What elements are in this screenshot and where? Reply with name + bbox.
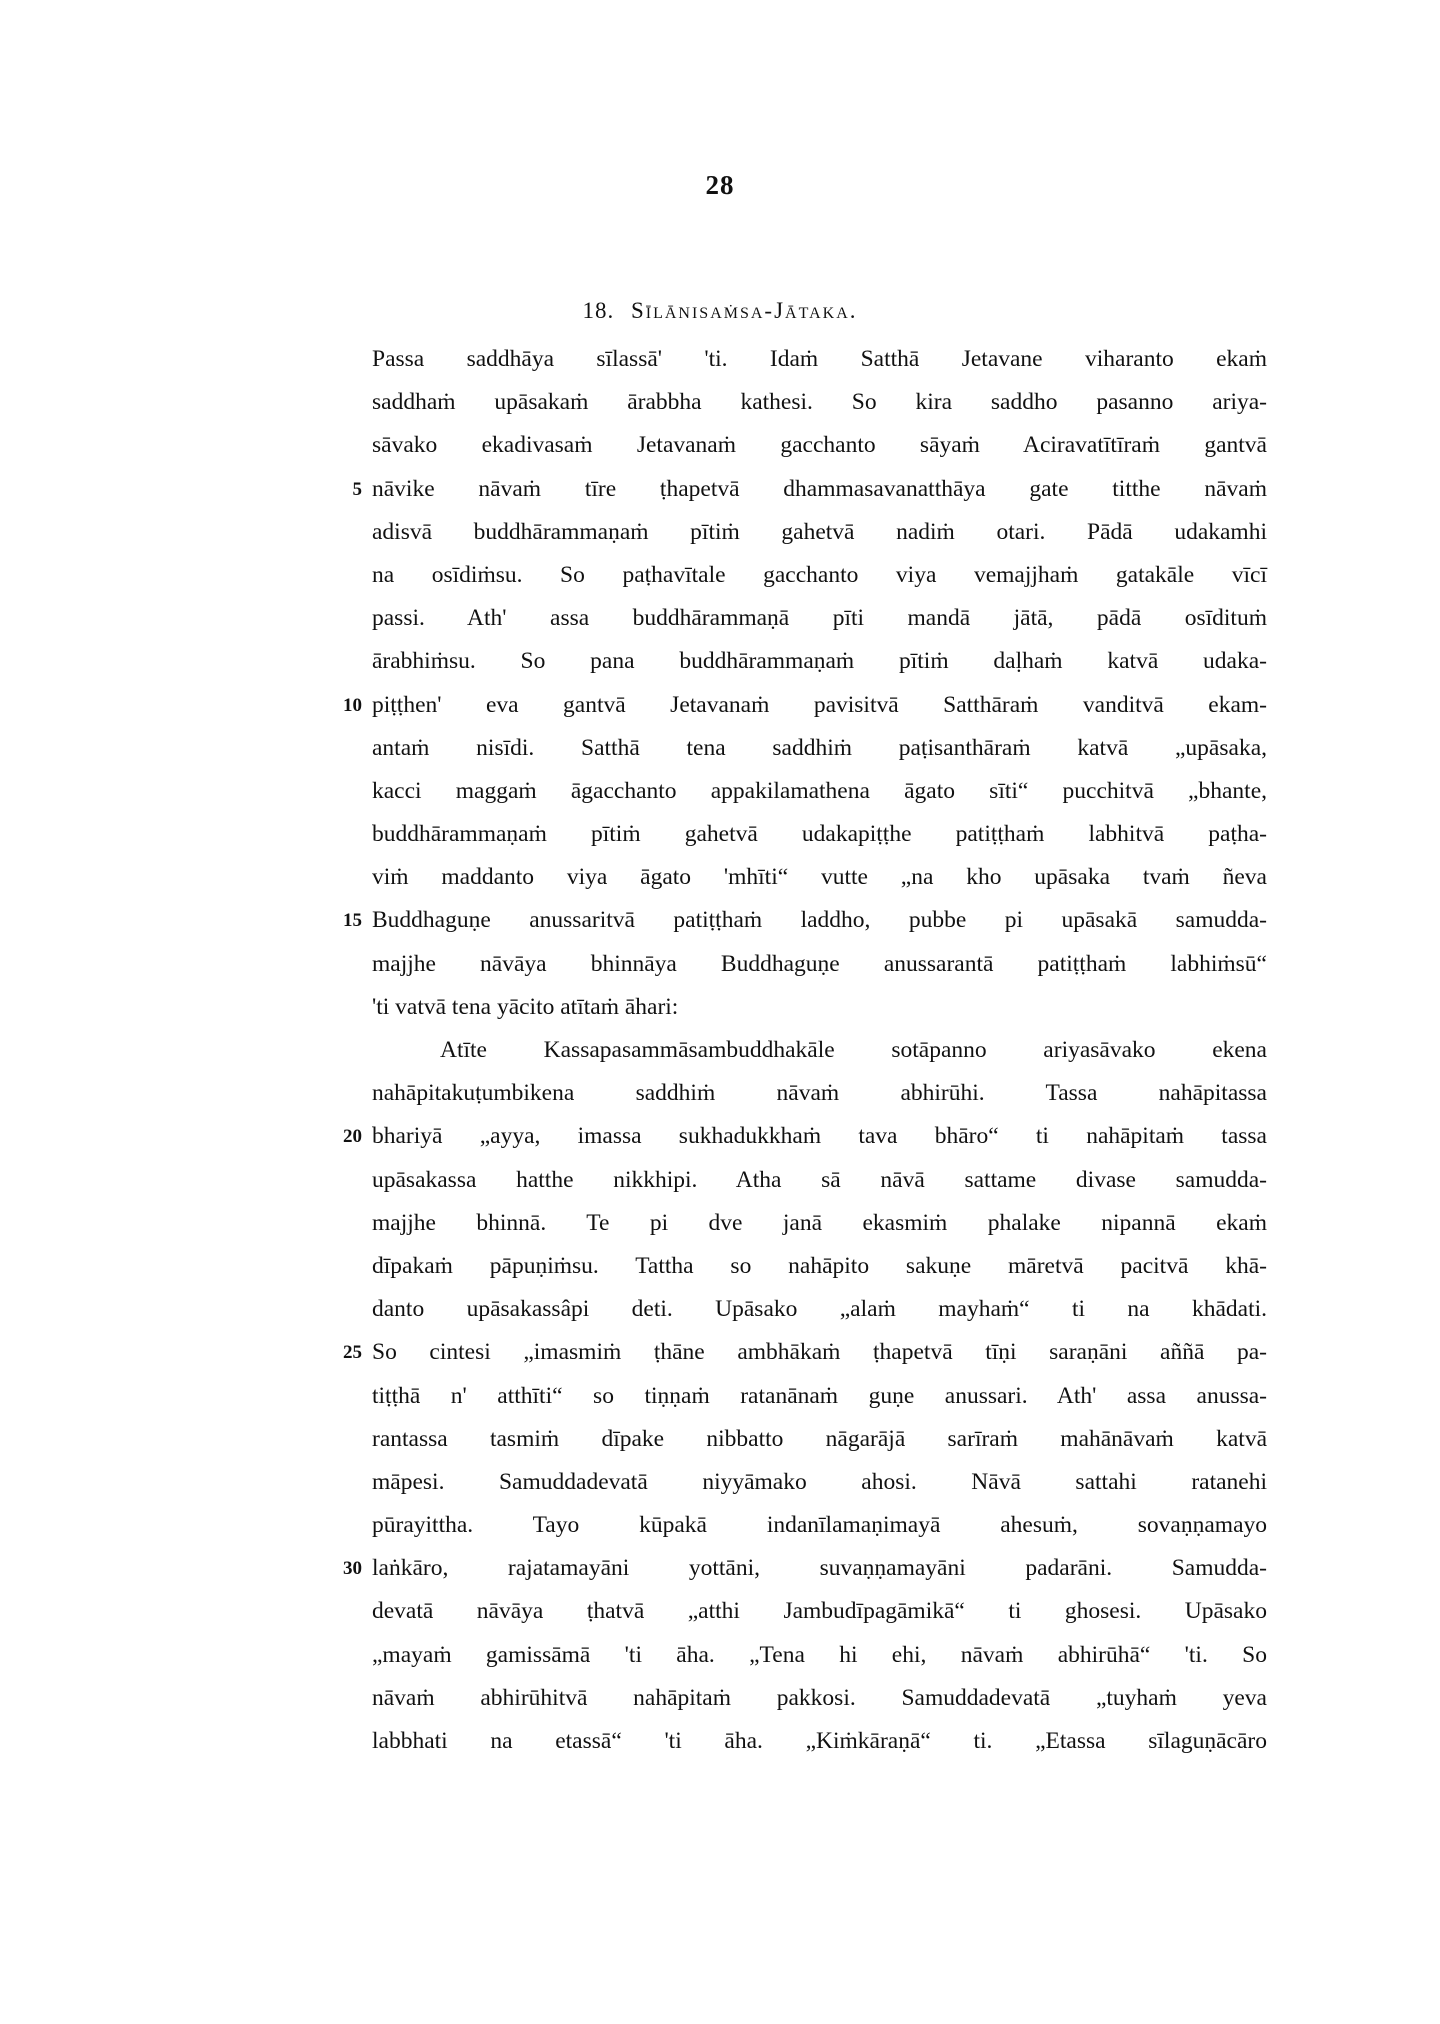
line-text: nāvike nāvaṁ tīre ṭhapetvā dhammasavanatthāya gate titthe nāvaṁ [372, 475, 1267, 502]
line-text: majjhe bhinnā. Te pi dve janā ekasmiṁ phalake nipannā ekaṁ [372, 1209, 1267, 1236]
text-line [0, 1159, 1440, 1202]
text-line [0, 1547, 1440, 1590]
line-text: upāsakassa hatthe nikkhipi. Atha sā nāvā sattame divase samudda- [372, 1166, 1267, 1193]
text-line [0, 770, 1440, 813]
text-line [0, 381, 1440, 424]
text-line [0, 986, 1440, 1029]
line-text: na osīdiṁsu. So paṭhavītale gacchanto viya vemajjhaṁ gatakāle vīcī [372, 561, 1267, 588]
text-line [0, 468, 1440, 511]
text-line [0, 1115, 1440, 1158]
line-text: nahāpitakuṭumbikena saddhiṁ nāvaṁ abhirūhi. Tassa nahāpitassa [372, 1080, 1267, 1107]
text-line [0, 1331, 1440, 1374]
jataka-number: 18. [582, 298, 615, 323]
text-line [0, 1677, 1440, 1720]
line-text: 'ti vatvā tena yācito atītaṁ āhari: [372, 993, 679, 1020]
text-line [0, 1590, 1440, 1633]
text-line [0, 597, 1440, 640]
text-line [0, 511, 1440, 554]
text-line [0, 640, 1440, 683]
line-text: „mayaṁ gamissāmā 'ti āha. „Tena hi ehi, nāvaṁ abhirūhā“ 'ti. So [372, 1641, 1267, 1668]
body-text [0, 338, 1440, 1763]
line-number: 10 [343, 694, 362, 716]
line-text: ārabhiṁsu. So pana buddhārammaṇaṁ pītiṁ daḷhaṁ katvā udaka- [372, 648, 1267, 675]
text-line [0, 1375, 1440, 1418]
text-line [0, 424, 1440, 467]
text-line [0, 1288, 1440, 1331]
jataka-title: Sīlānisaṁsa-Jātaka. [630, 298, 858, 323]
line-text: adisvā buddhārammaṇaṁ pītiṁ gahetvā nadiṁ otari. Pādā udakamhi [372, 518, 1267, 545]
line-text: kacci maggaṁ āgacchanto appakilamathena āgato sīti“ pucchitvā „bhante, [372, 777, 1267, 804]
line-text: danto upāsakassâpi deti. Upāsako „alaṁ mayhaṁ“ ti na khādati. [372, 1296, 1267, 1323]
text-line [0, 684, 1440, 727]
text-line [0, 1072, 1440, 1115]
line-text: labbhati na etassā“ 'ti āha. „Kiṁkāraṇā“ ti. „Etassa sīlaguṇācāro [372, 1728, 1267, 1754]
line-text: dīpakaṁ pāpuṇiṁsu. Tattha so nahāpito sakuṇe māretvā pacitvā khā- [372, 1252, 1267, 1279]
text-line [0, 1461, 1440, 1504]
line-text: Atīte Kassapasammāsambuddhakāle sotāpanno ariyasāvako ekena [440, 1037, 1267, 1063]
line-number: 5 [352, 478, 362, 500]
line-number: 20 [343, 1126, 362, 1148]
line-text: tiṭṭhā n' atthīti“ so tiṇṇaṁ ratanānaṁ guṇe anussari. Ath' assa anussa- [372, 1382, 1267, 1409]
line-text: sāvako ekadivasaṁ Jetavanaṁ gacchanto sāyaṁ Aciravatītīraṁ gantvā [372, 432, 1267, 459]
text-line [0, 943, 1440, 986]
jataka-heading [0, 298, 1440, 324]
text-line [0, 1245, 1440, 1288]
line-number: 30 [343, 1558, 362, 1580]
line-text: laṅkāro, rajatamayāni yottāni, suvaṇṇamayāni padarāni. Samudda- [372, 1555, 1267, 1582]
line-text: bhariyā „ayya, imassa sukhadukkhaṁ tava bhāro“ ti nahāpitaṁ tassa [372, 1123, 1267, 1150]
text-line [0, 1202, 1440, 1245]
text-line [0, 727, 1440, 770]
line-text: rantassa tasmiṁ dīpake nibbatto nāgarājā sarīraṁ mahānāvaṁ katvā [372, 1425, 1267, 1452]
line-text: pūrayittha. Tayo kūpakā indanīlamaṇimayā ahesuṁ, sovaṇṇamayo [372, 1512, 1267, 1539]
page-number: 28 [705, 170, 735, 200]
line-text: majjhe nāvāya bhinnāya Buddhaguṇe anussarantā patiṭṭhaṁ labhiṁsū“ [372, 950, 1267, 977]
line-text: Buddhaguṇe anussaritvā patiṭṭhaṁ laddho, pubbe pi upāsakā samudda- [372, 907, 1267, 934]
text-line [0, 899, 1440, 942]
text-line [0, 1029, 1440, 1072]
text-line [0, 1634, 1440, 1677]
line-text: piṭṭhen' eva gantvā Jetavanaṁ pavisitvā Satthāraṁ vanditvā ekam- [372, 691, 1267, 718]
line-text: saddhaṁ upāsakaṁ ārabbha kathesi. So kira saddho pasanno ariya- [372, 389, 1267, 416]
text-line [0, 1418, 1440, 1461]
text-line [0, 1720, 1440, 1763]
line-text: nāvaṁ abhirūhitvā nahāpitaṁ pakkosi. Samuddadevatā „tuyhaṁ yeva [372, 1684, 1267, 1711]
line-text: buddhārammaṇaṁ pītiṁ gahetvā udakapiṭṭhe patiṭṭhaṁ labhitvā paṭha- [372, 821, 1267, 848]
line-text: antaṁ nisīdi. Satthā tena saddhiṁ paṭisanthāraṁ katvā „upāsaka, [372, 734, 1267, 761]
line-text: So cintesi „imasmiṁ ṭhāne ambhākaṁ ṭhapetvā tīṇi saraṇāni aññā pa- [372, 1339, 1267, 1366]
line-text: māpesi. Samuddadevatā niyyāmako ahosi. Nāvā sattahi ratanehi [372, 1468, 1267, 1495]
line-text: viṁ maddanto viya āgato 'mhīti“ vutte „na kho upāsaka tvaṁ ñeva [372, 864, 1267, 891]
line-text: devatā nāvāya ṭhatvā „atthi Jambudīpagāmikā“ ti ghosesi. Upāsako [372, 1598, 1267, 1625]
line-text: passi. Ath' assa buddhārammaṇā pīti mandā jātā, pādā osīdituṁ [372, 605, 1267, 632]
text-line [0, 554, 1440, 597]
line-text: Passa saddhāya sīlassā' 'ti. Idaṁ Satthā Jetavane viharanto ekaṁ [372, 346, 1267, 372]
text-line [0, 856, 1440, 899]
text-line [0, 1504, 1440, 1547]
text-line [0, 338, 1440, 381]
line-number: 25 [343, 1342, 362, 1364]
text-line [0, 813, 1440, 856]
line-number: 15 [343, 910, 362, 932]
